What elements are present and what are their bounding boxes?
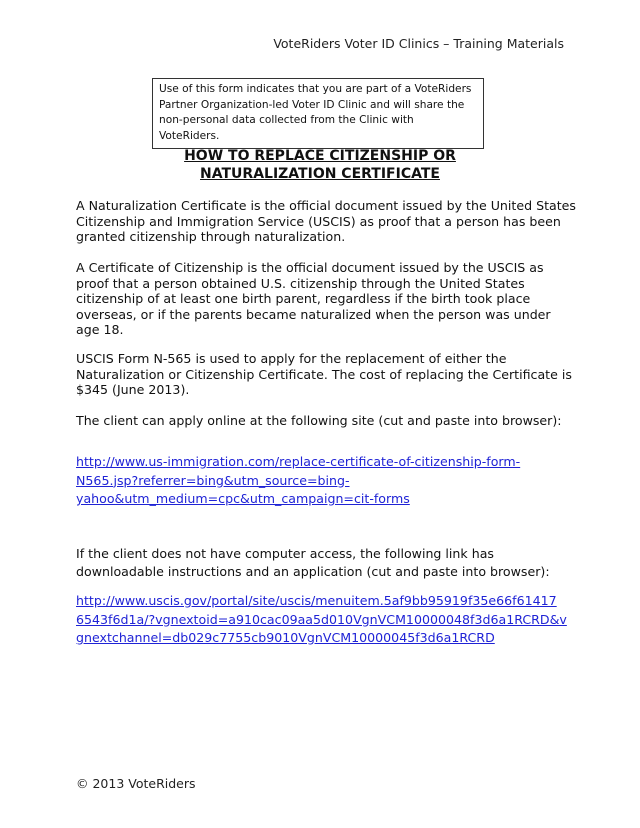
link-line[interactable]: 6543f6d1a/?vgnextoid=a910cac09aa5d010VgnVCM10000048f3d6a1RCRD&v	[76, 611, 567, 627]
paragraph-no-computer: If the client does not have computer access, the following link has downloadable instructions and an application (cut and paste into browser):	[76, 546, 550, 579]
document-title	[0, 147, 640, 183]
download-instructions-link[interactable]	[76, 592, 576, 648]
online-application-link[interactable]	[76, 453, 576, 509]
link-line[interactable]: yahoo&utm_medium=cpc&utm_campaign=cit-forms	[76, 491, 410, 506]
link-line[interactable]: gnextchannel=db029c7755cb9010VgnVCM10000045f3d6a1RCRD	[76, 630, 495, 645]
page-footer: © 2013 VoteRiders	[76, 776, 196, 791]
paragraph-form-n565: USCIS Form N-565 is used to apply for the replacement of either the Naturalization or Citizenship Certificate. The cost of replacing the Certificate is $345 (June 2013).	[76, 351, 572, 397]
partner-notice-box	[152, 78, 484, 149]
paragraph-naturalization: A Naturalization Certificate is the official document issued by the United States Citizenship and Immigration Service (USCIS) as proof that a person has been granted citizenship through naturalization.	[76, 198, 576, 244]
notice-line: Partner Organization-led Voter ID Clinic and will share the	[159, 98, 465, 111]
link-line[interactable]: http://www.uscis.gov/portal/site/uscis/menuitem.5af9bb95919f35e66f61417	[76, 593, 557, 608]
link-line[interactable]: http://www.us-immigration.com/replace-certificate-of-citizenship-form-	[76, 454, 521, 469]
link-line[interactable]: N565.jsp?referrer=bing&utm_source=bing-	[76, 472, 350, 488]
notice-line: non-personal data collected from the Clinic with VoteRiders.	[159, 114, 414, 142]
paragraph-citizenship: A Certificate of Citizenship is the official document issued by the USCIS as proof that a person obtained U.S. citizenship through the United States citizenship of at least one birth parent, regardless if the birth took place overseas, or if the parents became naturalized when the person was under age 18.	[76, 260, 551, 337]
page-header: VoteRiders Voter ID Clinics – Training Materials	[273, 36, 564, 51]
notice-line: Use of this form indicates that you are part of a VoteRiders	[159, 83, 472, 95]
title-line-2: NATURALIZATION CERTIFICATE	[200, 166, 440, 182]
paragraph-apply-online: The client can apply online at the following site (cut and paste into browser):	[76, 413, 562, 428]
title-line-1: HOW TO REPLACE CITIZENSHIP OR	[184, 148, 456, 164]
